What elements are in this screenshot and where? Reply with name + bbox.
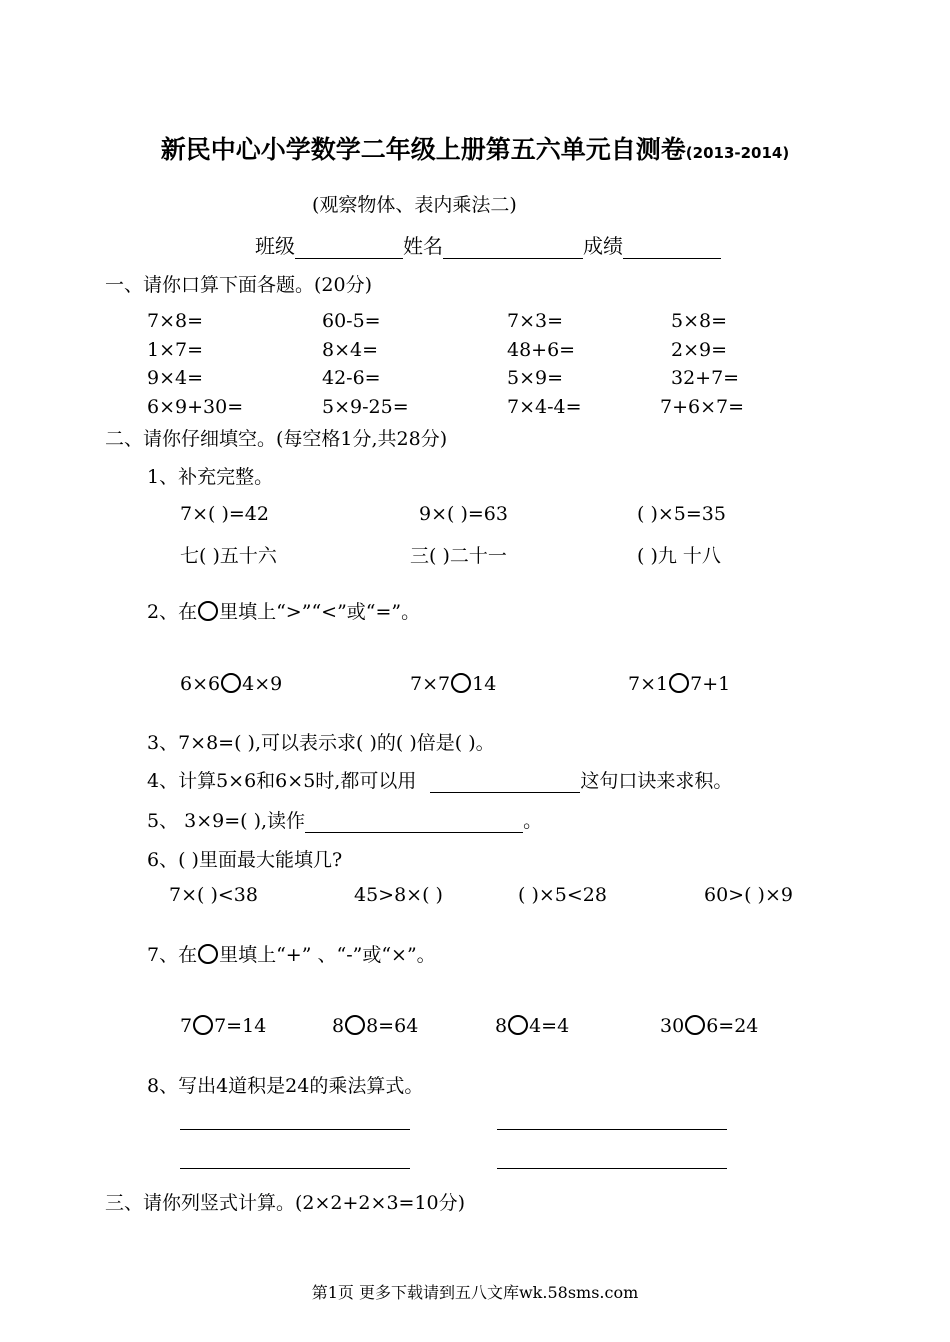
name-label: 姓名 bbox=[403, 234, 443, 258]
calc-item: 9×4= bbox=[147, 367, 204, 389]
q2-right: 4×9 bbox=[242, 673, 283, 695]
q5-pre: 5、 3×9=( ),读作 bbox=[147, 810, 306, 832]
score-blank[interactable] bbox=[623, 238, 721, 259]
calc-item: 7×4-4= bbox=[507, 396, 582, 418]
q2-item bbox=[410, 673, 496, 695]
calc-item: 6×9+30= bbox=[147, 396, 244, 418]
compare-circle[interactable] bbox=[221, 673, 241, 693]
q2-item bbox=[180, 673, 282, 695]
calc-item: 7×8= bbox=[147, 310, 204, 332]
calc-item: 60-5= bbox=[322, 310, 381, 332]
calc-item: 5×9-25= bbox=[322, 396, 409, 418]
q7-item bbox=[180, 1015, 266, 1037]
q6-item: 60>( )×9 bbox=[704, 884, 793, 906]
q6-item: ( )×5<28 bbox=[518, 884, 607, 906]
q1-label: 1、补充完整。 bbox=[147, 466, 274, 488]
operator-circle[interactable] bbox=[345, 1015, 365, 1035]
calc-item: 42-6= bbox=[322, 367, 381, 389]
q7-right: 6=24 bbox=[706, 1015, 759, 1037]
answer-line[interactable] bbox=[180, 1129, 410, 1130]
q1-item: 七( )五十六 bbox=[180, 545, 277, 567]
operator-circle[interactable] bbox=[685, 1015, 705, 1035]
title-text: 新民中心小学数学二年级上册第五六单元自测卷 bbox=[160, 135, 686, 164]
q5-blank[interactable] bbox=[305, 812, 523, 833]
class-label: 班级 bbox=[255, 234, 295, 258]
q1-item: ( )×5=35 bbox=[637, 503, 726, 525]
q6-label: 6、( )里面最大能填几? bbox=[147, 849, 343, 871]
q2-right: 14 bbox=[472, 673, 497, 695]
q7-left: 30 bbox=[660, 1015, 685, 1037]
q7-instruction bbox=[147, 940, 436, 967]
calc-item: 5×8= bbox=[671, 310, 728, 332]
q4 bbox=[147, 766, 732, 793]
circle-icon bbox=[198, 601, 218, 621]
section1-heading: 一、请你口算下面各题。(20分) bbox=[105, 274, 373, 296]
q7-left: 8 bbox=[332, 1015, 345, 1037]
q1-item: 9×( )=63 bbox=[419, 503, 508, 525]
q1-item: 三( )二十一 bbox=[410, 545, 507, 567]
q2-item bbox=[628, 673, 730, 695]
q8-label: 8、写出4道积是24的乘法算式。 bbox=[147, 1075, 424, 1097]
circle-icon bbox=[198, 944, 218, 964]
q2-pre: 2、在 bbox=[147, 601, 198, 623]
calc-item: 2×9= bbox=[671, 339, 728, 361]
q3: 3、7×8=( ),可以表示求( )的( )倍是( )。 bbox=[147, 732, 495, 754]
subtitle: (观察物体、表内乘法二) bbox=[312, 194, 517, 216]
q6-item: 7×( )<38 bbox=[169, 884, 258, 906]
q1-item: 7×( )=42 bbox=[180, 503, 269, 525]
answer-line[interactable] bbox=[497, 1168, 727, 1169]
calc-item: 48+6= bbox=[507, 339, 576, 361]
page-footer: 第1页 更多下载请到五八文库wk.58sms.com bbox=[311, 1283, 639, 1302]
class-blank[interactable] bbox=[295, 238, 403, 259]
exam-title bbox=[0, 130, 950, 166]
q4-blank[interactable] bbox=[430, 772, 580, 793]
q7-right: 7=14 bbox=[214, 1015, 267, 1037]
calc-item: 1×7= bbox=[147, 339, 204, 361]
q2-instruction bbox=[147, 597, 420, 624]
q7-item bbox=[332, 1015, 418, 1037]
q7-item bbox=[660, 1015, 758, 1037]
compare-circle[interactable] bbox=[451, 673, 471, 693]
q1-item: ( )九 十八 bbox=[637, 545, 721, 567]
q7-left: 7 bbox=[180, 1015, 193, 1037]
calc-item: 8×4= bbox=[322, 339, 379, 361]
section3-heading: 三、请你列竖式计算。(2×2+2×3=10分) bbox=[105, 1192, 466, 1214]
calc-item: 32+7= bbox=[671, 367, 740, 389]
q7-post: 里填上“+” 、“-”或“×”。 bbox=[219, 944, 436, 966]
q6-item: 45>8×( ) bbox=[354, 884, 443, 906]
operator-circle[interactable] bbox=[193, 1015, 213, 1035]
score-label: 成绩 bbox=[583, 234, 623, 258]
name-blank[interactable] bbox=[443, 238, 583, 259]
q7-right: 8=64 bbox=[366, 1015, 419, 1037]
q2-left: 7×7 bbox=[410, 673, 451, 695]
q2-left: 7×1 bbox=[628, 673, 669, 695]
answer-line[interactable] bbox=[497, 1129, 727, 1130]
calc-item: 7×3= bbox=[507, 310, 564, 332]
q2-post: 里填上“>”“<”或“=”。 bbox=[219, 601, 421, 623]
q2-right: 7+1 bbox=[690, 673, 731, 695]
q7-item bbox=[495, 1015, 569, 1037]
student-info-header bbox=[255, 230, 721, 259]
q5-post: 。 bbox=[523, 810, 543, 832]
q5 bbox=[147, 806, 542, 833]
section2-heading: 二、请你仔细填空。(每空格1分,共28分) bbox=[105, 428, 448, 450]
q4-pre: 4、计算5×6和6×5时,都可以用 bbox=[147, 770, 417, 792]
compare-circle[interactable] bbox=[669, 673, 689, 693]
q7-right: 4=4 bbox=[529, 1015, 570, 1037]
operator-circle[interactable] bbox=[508, 1015, 528, 1035]
q7-pre: 7、在 bbox=[147, 944, 198, 966]
answer-line[interactable] bbox=[180, 1168, 410, 1169]
calc-item: 5×9= bbox=[507, 367, 564, 389]
q2-left: 6×6 bbox=[180, 673, 221, 695]
q7-left: 8 bbox=[495, 1015, 508, 1037]
calc-item: 7+6×7= bbox=[660, 396, 745, 418]
q4-post: 这句口诀来求积。 bbox=[580, 770, 733, 792]
title-year: (2013-2014) bbox=[685, 144, 790, 162]
